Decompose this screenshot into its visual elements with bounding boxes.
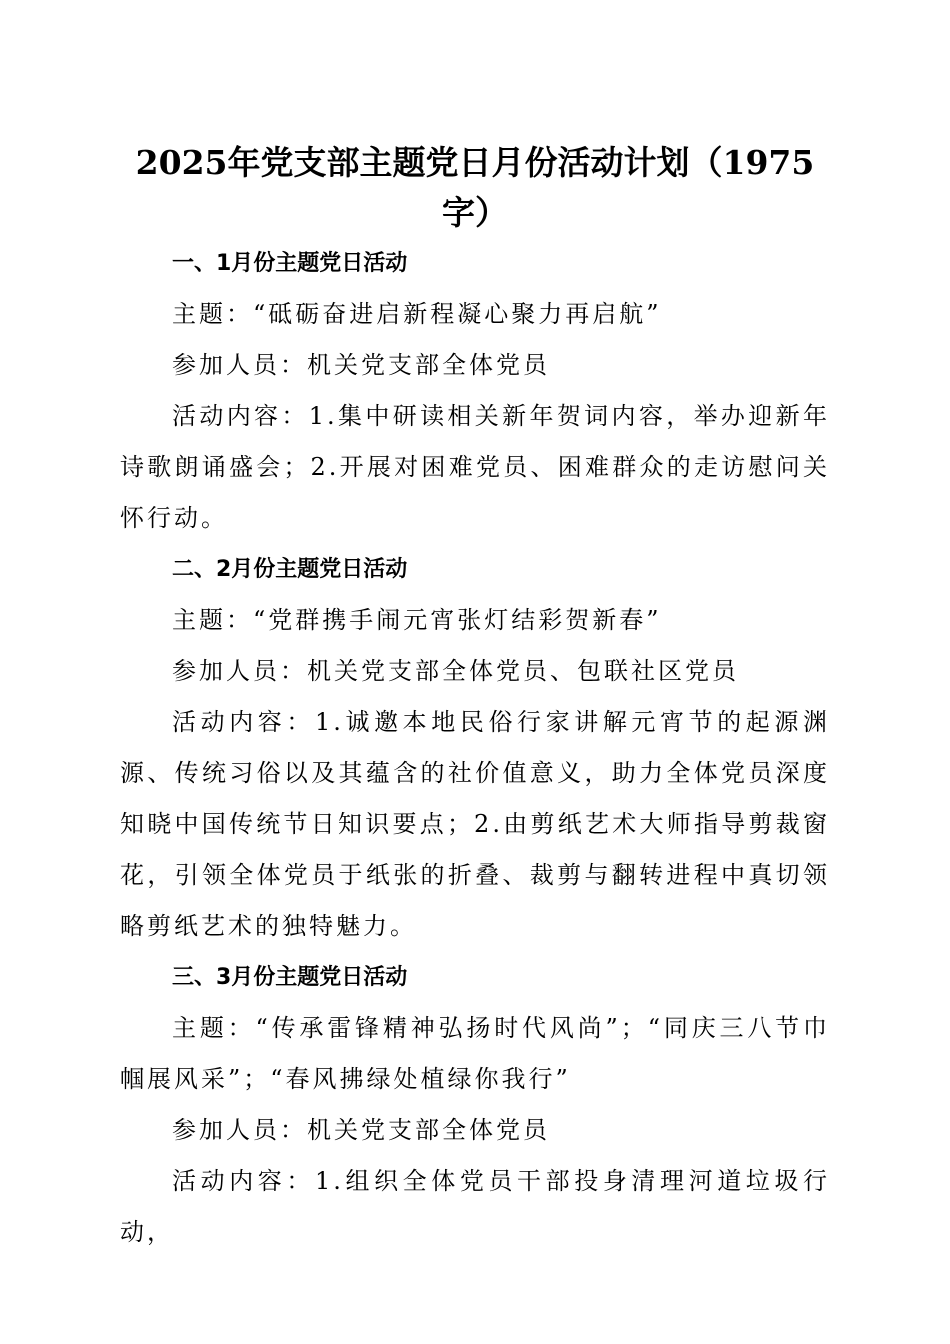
document-title: 2025年党支部主题党日月份活动计划（1975字） bbox=[135, 143, 815, 232]
section-heading: 一、1月份主题党日活动 bbox=[172, 251, 408, 276]
document-body bbox=[120, 238, 830, 1258]
section-participants: 参加人员：机关党支部全体党员、包联社区党员 bbox=[172, 657, 739, 685]
section-content: 活动内容：1.集中研读相关新年贺词内容，举办迎新年诗歌朗诵盛会；2.开展对困难党员、困难群众的走访慰问关怀行动。 bbox=[120, 402, 830, 532]
section-participants: 参加人员：机关党支部全体党员 bbox=[172, 1116, 550, 1144]
section-heading: 三、3月份主题党日活动 bbox=[172, 965, 408, 990]
section-theme: 主题：“传承雷锋精神弘扬时代风尚”；“同庆三八节巾帼展风采”；“春风拂绿处植绿你我行” bbox=[120, 1014, 830, 1093]
section-heading: 二、2月份主题党日活动 bbox=[172, 557, 408, 582]
section-participants: 参加人员：机关党支部全体党员 bbox=[172, 351, 550, 379]
section-theme: 主题：“党群携手闹元宵张灯结彩贺新春” bbox=[172, 606, 662, 634]
section-content: 活动内容：1.组织全体党员干部投身清理河道垃圾行动， bbox=[120, 1167, 830, 1246]
section-theme: 主题：“砥砺奋进启新程凝心聚力再启航” bbox=[172, 300, 662, 328]
section-content: 活动内容：1.诚邀本地民俗行家讲解元宵节的起源渊源、传统习俗以及其蕴含的社价值意义，助力全体党员深度知晓中国传统节日知识要点；2.由剪纸艺术大师指导剪裁窗花，引领全体党员于纸张的折叠、裁剪与翻转进程中真切领略剪纸艺术的独特魅力。 bbox=[120, 708, 830, 940]
